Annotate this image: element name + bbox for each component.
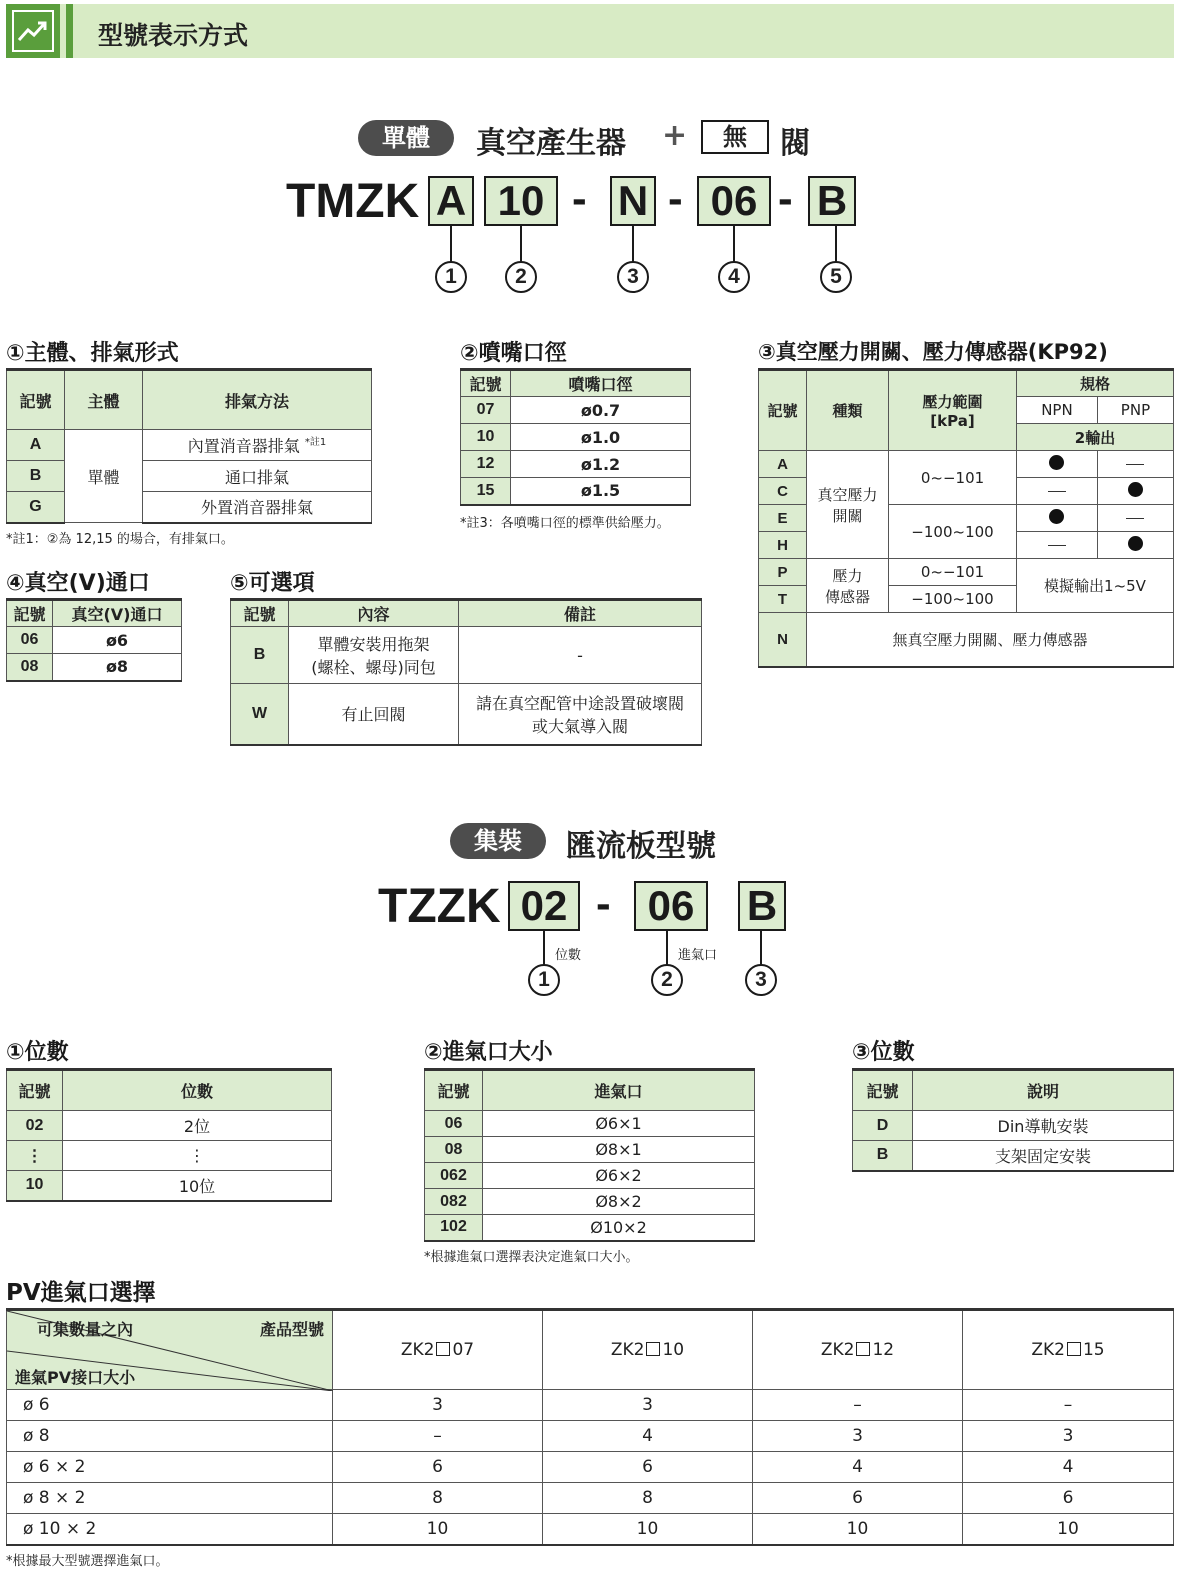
model-header: ZK2 10	[543, 1310, 753, 1390]
table-cell: 2位	[63, 1111, 332, 1141]
inlet-label: 進氣口	[678, 948, 718, 963]
manifold-prefix: TZZK	[378, 880, 501, 933]
th: 記號	[759, 370, 807, 451]
code-cell: 06	[7, 627, 53, 654]
table-cell: 有止回閥	[289, 684, 459, 745]
pressure-switch-table	[758, 368, 1174, 668]
table-cell: −100~100	[889, 505, 1017, 559]
pv-size: ø 8	[7, 1421, 333, 1452]
s2-title: ②噴嘴口徑	[460, 341, 567, 366]
s5-title: ⑤可選項	[230, 571, 315, 596]
th: 內容	[289, 600, 459, 627]
table-cell: ø1.5	[511, 478, 691, 505]
table-cell: −100~100	[889, 586, 1017, 613]
table-cell: 壓力 傳感器	[807, 559, 889, 613]
separator: -	[668, 174, 683, 223]
pv-size: ø 10 × 2	[7, 1514, 333, 1545]
code-cell: B	[853, 1141, 913, 1171]
single-pill: 單體	[358, 120, 454, 156]
table-cell: 10位	[63, 1171, 332, 1201]
table-cell: –	[963, 1390, 1174, 1421]
table-cell: ø6	[53, 627, 182, 654]
table-cell: 模擬輸出1~5V	[1017, 559, 1174, 613]
connector-line	[666, 931, 668, 965]
table-cell: ø1.2	[511, 451, 691, 478]
code-cell: C	[759, 478, 807, 505]
th: 噴嘴口徑	[511, 370, 691, 397]
connector-line	[733, 226, 735, 262]
table-cell: 4	[543, 1421, 753, 1452]
table-cell: 0~−101	[889, 451, 1017, 505]
table-cell: Din導軌安裝	[913, 1111, 1174, 1141]
s1-title: ①主體、排氣形式	[6, 341, 179, 366]
nozzle-table	[460, 368, 691, 506]
body-exhaust-table	[6, 368, 372, 524]
th: 種類	[807, 370, 889, 451]
th: 真空(V)通口	[53, 600, 182, 627]
pnp-dash	[1097, 505, 1173, 532]
code-box-1: A	[428, 176, 474, 226]
connector-line	[760, 931, 762, 965]
table-cell: -	[459, 627, 702, 684]
th: 說明	[913, 1070, 1174, 1111]
s3-title: ③真空壓力開關、壓力傳感器(KP92)	[758, 340, 1108, 364]
th: 進氣口	[483, 1070, 755, 1111]
npn-dash	[1017, 532, 1098, 559]
manifold-code-1: 02	[508, 881, 580, 931]
th: PNP	[1097, 397, 1173, 424]
model-prefix: TMZK	[286, 175, 420, 228]
npn-dot	[1017, 505, 1098, 532]
pv-size: ø 8 × 2	[7, 1483, 333, 1514]
table-cell: 外置消音器排氣	[143, 492, 372, 523]
th: 記號	[231, 600, 289, 627]
code-cell: 08	[7, 654, 53, 681]
code-cell: 10	[461, 424, 511, 451]
code-cell: 062	[425, 1163, 483, 1189]
pnp-dot	[1097, 478, 1173, 505]
table-cell: 3	[753, 1421, 963, 1452]
m2-note: *根據進氣口選擇表決定進氣口大小。	[424, 1250, 639, 1265]
table-cell: 6	[543, 1452, 753, 1483]
s4-title: ④真空(V)通口	[6, 571, 150, 596]
separator: -	[572, 174, 587, 223]
separator: -	[596, 879, 611, 928]
table-cell: –	[753, 1390, 963, 1421]
section-header	[6, 4, 1174, 58]
connector-line	[543, 931, 545, 965]
code-cell: W	[231, 684, 289, 745]
index-circle-3: 3	[617, 261, 649, 293]
connector-line	[835, 226, 837, 262]
manifold-title: 匯流板型號	[566, 829, 716, 864]
options-table	[230, 598, 702, 746]
separator: -	[778, 174, 793, 223]
th: 備註	[459, 600, 702, 627]
pnp-dot	[1097, 532, 1173, 559]
index-circle-2: 2	[651, 964, 683, 996]
table-cell: 6	[333, 1452, 543, 1483]
npn-dot	[1017, 451, 1098, 478]
th: 位數	[63, 1070, 332, 1111]
th: 記號	[461, 370, 511, 397]
manifold-code-2: 06	[634, 881, 708, 931]
station-count-table	[6, 1068, 332, 1202]
table-cell: 6	[753, 1483, 963, 1514]
th: 壓力範圍 [kPa]	[889, 370, 1017, 451]
connector-line	[520, 226, 522, 262]
pv-size: ø 6 × 2	[7, 1452, 333, 1483]
m3-title: ③位數	[852, 1040, 915, 1065]
code-cell: E	[759, 505, 807, 532]
table-cell: 3	[963, 1421, 1174, 1452]
code-cell: 12	[461, 451, 511, 478]
code-cell: 082	[425, 1189, 483, 1215]
connector-line	[632, 226, 634, 262]
index-circle-4: 4	[718, 261, 750, 293]
mounting-table	[852, 1068, 1174, 1172]
th: 規格	[1017, 370, 1174, 397]
table-cell: 內置消音器排氣 $^{*註1}$	[143, 430, 372, 461]
code-cell: G	[7, 492, 65, 523]
table-cell: 10	[963, 1514, 1174, 1545]
plus-sign: +	[662, 118, 688, 153]
table-cell: 4	[963, 1452, 1174, 1483]
model-header: ZK2 12	[753, 1310, 963, 1390]
th: 2輸出	[1017, 424, 1174, 451]
code-box-2: 10	[484, 176, 558, 226]
pnp-dash	[1097, 451, 1173, 478]
model-header: ZK2 15	[963, 1310, 1174, 1390]
code-cell: A	[7, 430, 65, 461]
index-circle-3: 3	[745, 964, 777, 996]
table-cell: ø1.0	[511, 424, 691, 451]
code-cell: 10	[7, 1171, 63, 1201]
npn-dash	[1017, 478, 1098, 505]
pv-selection-table	[6, 1308, 1174, 1546]
inlet-size-table	[424, 1068, 755, 1242]
table-cell: Ø6×1	[483, 1111, 755, 1137]
index-circle-1: 1	[528, 964, 560, 996]
table-cell: 10	[753, 1514, 963, 1545]
table-cell: 無真空壓力開關、壓力傳感器	[807, 613, 1174, 667]
table-cell: ø0.7	[511, 397, 691, 424]
table-cell: 6	[963, 1483, 1174, 1514]
chart-trend-icon	[6, 4, 60, 58]
code-cell: 07	[461, 397, 511, 424]
table-cell: 支架固定安裝	[913, 1141, 1174, 1171]
code-cell: B	[7, 461, 65, 492]
index-circle-1: 1	[435, 261, 467, 293]
vacuum-port-table	[6, 598, 182, 682]
m1-title: ①位數	[6, 1040, 69, 1065]
code-cell: P	[759, 559, 807, 586]
table-cell: Ø8×1	[483, 1137, 755, 1163]
table-cell: Ø10×2	[483, 1215, 755, 1241]
code-cell: H	[759, 532, 807, 559]
table-cell: 真空壓力 開關	[807, 451, 889, 559]
code-cell: 15	[461, 478, 511, 505]
code-box-3: N	[610, 176, 656, 226]
model-header: ZK2 07	[333, 1310, 543, 1390]
table-cell: 3	[333, 1390, 543, 1421]
code-box-5: B	[808, 176, 856, 226]
table-cell: ⋮	[63, 1141, 332, 1171]
valve-box: 無	[701, 120, 769, 154]
table-cell: –	[333, 1421, 543, 1452]
th: 記號	[7, 600, 53, 627]
pv-size: ø 6	[7, 1390, 333, 1421]
th: 主體	[65, 370, 143, 430]
th: NPN	[1017, 397, 1098, 424]
manifold-pill: 集裝	[450, 823, 546, 859]
th: 排氣方法	[143, 370, 372, 430]
table-cell: 請在真空配管中途設置破壞閥 或大氣導入閥	[459, 684, 702, 745]
s2-note: *註3：各噴嘴口徑的標準供給壓力。	[460, 516, 670, 531]
table-cell: 通口排氣	[143, 461, 372, 492]
body-cell: 單體	[65, 430, 143, 523]
table-cell: 8	[543, 1483, 753, 1514]
position-label: 位數	[555, 948, 582, 963]
m2-title: ②進氣口大小	[424, 1040, 553, 1065]
index-circle-5: 5	[820, 261, 852, 293]
table-cell: 10	[543, 1514, 753, 1545]
diagonal-header: 可集數量之內 產品型號 進氣PV接口大小	[7, 1310, 333, 1390]
code-cell: B	[231, 627, 289, 684]
table-cell: 0~−101	[889, 559, 1017, 586]
th: 記號	[853, 1070, 913, 1111]
connector-line	[450, 226, 452, 262]
code-box-4: 06	[697, 176, 771, 226]
code-cell: N	[759, 613, 807, 667]
code-cell: A	[759, 451, 807, 478]
code-cell: 02	[7, 1111, 63, 1141]
code-cell: 06	[425, 1111, 483, 1137]
table-cell: 8	[333, 1483, 543, 1514]
valve-label: 閥	[780, 126, 810, 161]
table-cell: 3	[543, 1390, 753, 1421]
code-cell: 102	[425, 1215, 483, 1241]
header-accent-bar	[66, 4, 73, 58]
single-title: 真空產生器	[476, 126, 626, 161]
code-cell: D	[853, 1111, 913, 1141]
th: 記號	[7, 1070, 63, 1111]
th: 記號	[7, 370, 65, 430]
table-cell: ø8	[53, 654, 182, 681]
th: 記號	[425, 1070, 483, 1111]
table-cell: Ø8×2	[483, 1189, 755, 1215]
pv-note: *根據最大型號選擇進氣口。	[6, 1554, 169, 1569]
manifold-code-3: B	[738, 881, 786, 931]
page-title: 型號表示方式	[98, 21, 249, 50]
index-circle-2: 2	[505, 261, 537, 293]
table-cell: Ø6×2	[483, 1163, 755, 1189]
s1-note: *註1：②為 12,15 的場合，有排氣口。	[6, 532, 234, 547]
code-cell: ⋮	[7, 1141, 63, 1171]
table-cell: 4	[753, 1452, 963, 1483]
pv-title: PV進氣口選擇	[6, 1280, 156, 1306]
table-cell: 單體安裝用拖架 (螺栓、螺母)同包	[289, 627, 459, 684]
code-cell: 08	[425, 1137, 483, 1163]
code-cell: T	[759, 586, 807, 613]
table-cell: 10	[333, 1514, 543, 1545]
